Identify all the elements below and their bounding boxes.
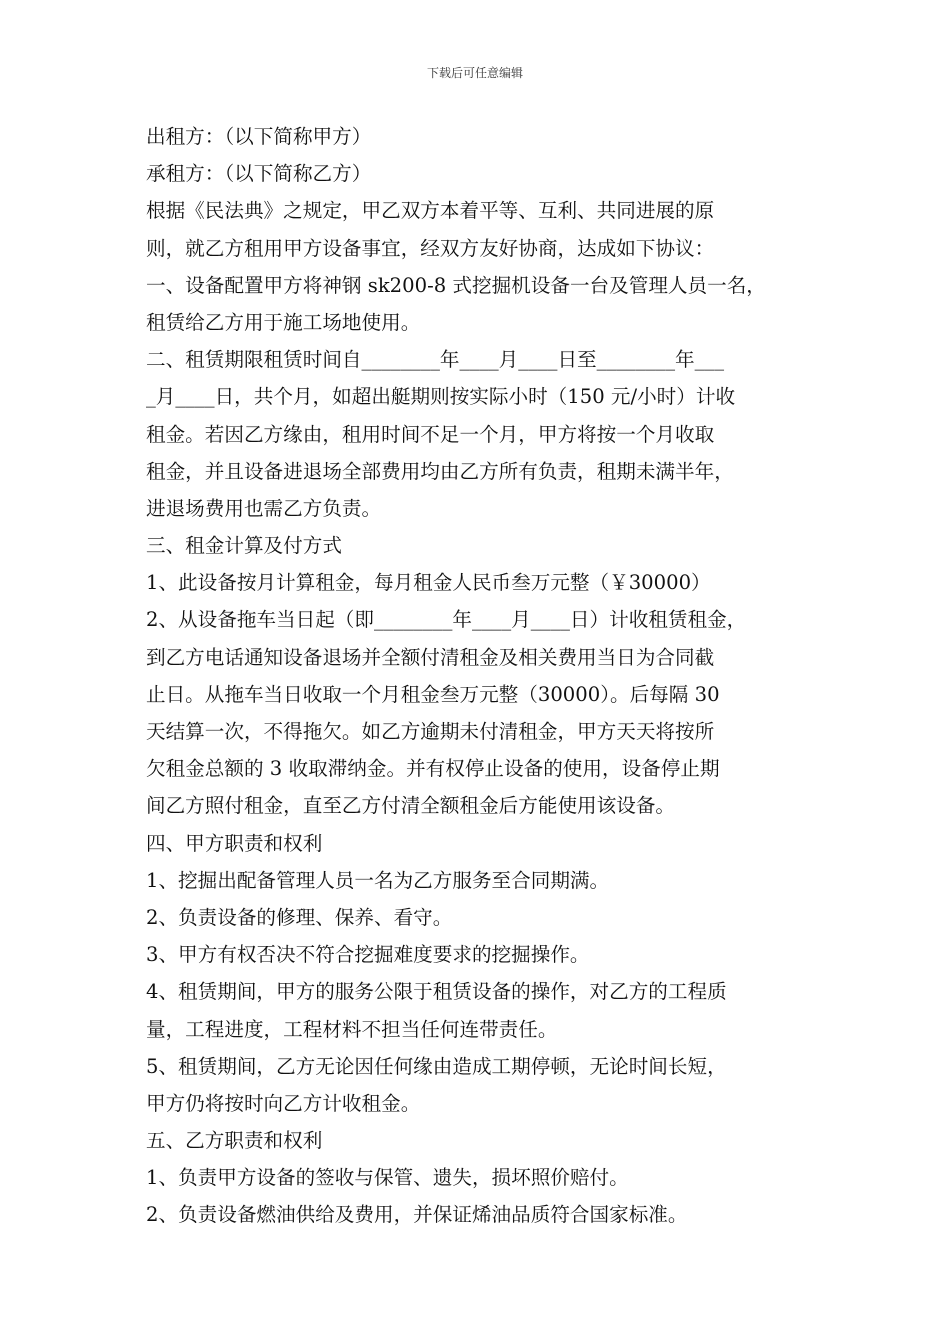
page-header-note: 下载后可任意编辑 <box>426 66 523 80</box>
text-line: 2、从设备拖车当日起（即________年____月____日）计收租赁租金， <box>146 608 747 632</box>
text-line: 1、此设备按月计算租金，每月租金人民币叁万元整（￥30000） <box>146 571 711 595</box>
text-line: 1、负责甲方设备的签收与保管、遗失，损坏照价赔付。 <box>146 1166 629 1190</box>
text-line: 承租方：（以下简称乙方） <box>146 162 372 186</box>
text-line: 三、租金计算及付方式 <box>146 534 342 558</box>
text-line: 出租方：（以下简称甲方） <box>146 125 372 148</box>
text-line: 四、甲方职责和权利 <box>146 831 323 855</box>
text-line: 量，工程进度，工程材料不担当任何连带责任。 <box>146 1017 558 1041</box>
text-line: _月____日，共个月，如超出艇期则按实际小时（150 元/小时）计收 <box>146 385 736 409</box>
text-line: 则，就乙方租用甲方设备事宜，经双方友好协商，达成如下协议： <box>146 236 715 260</box>
text-line: 二、租赁期限租赁时间自________年____月____日至________年___ <box>146 348 725 372</box>
text-line: 间乙方照付租金，直至乙方付清全额租金后方能使用该设备。 <box>146 794 676 818</box>
text-line: 进退场费用也需乙方负责。 <box>146 496 382 520</box>
text-line: 五、乙方职责和权利 <box>146 1129 323 1153</box>
text-line: 租赁给乙方用于施工场地使用。 <box>146 310 421 334</box>
text-line: 2、负责设备燃油供给及费用，并保证烯油品质符合国家标准。 <box>146 1203 688 1227</box>
text-line: 租金，并且设备进退场全部费用均由乙方所有负责，租期未满半年， <box>146 459 734 483</box>
contract-body <box>146 118 816 1234</box>
text-line: 2、负责设备的修理、保养、看守。 <box>146 905 453 929</box>
text-line: 止日。从拖车当日收取一个月租金叁万元整（30000）。后每隔 30 <box>146 682 720 706</box>
text-line: 欠租金总额的 3 收取滞纳金。并有权停止设备的使用，设备停止期 <box>146 757 720 781</box>
text-line: 租金。若因乙方缘由，租用时间不足一个月，甲方将按一个月收取 <box>146 422 715 446</box>
text-line: 5、租赁期间，乙方无论因任何缘由造成工期停顿，无论时间长短， <box>146 1054 727 1078</box>
text-line: 根据《民法典》之规定，甲乙双方本着平等、互利、共同进展的原 <box>146 199 715 223</box>
text-line: 甲方仍将按时向乙方计收租金。 <box>146 1091 421 1115</box>
text-line: 3、甲方有权否决不符合挖掘难度要求的挖掘操作。 <box>146 943 590 967</box>
text-line: 一、设备配置甲方将神钢 sk200-8 式挖掘机设备一台及管理人员一名， <box>146 273 766 297</box>
text-line: 1、挖掘出配备管理人员一名为乙方服务至合同期满。 <box>146 868 610 892</box>
text-line: 4、租赁期间，甲方的服务公限于租赁设备的操作，对乙方的工程质 <box>146 980 727 1004</box>
text-line: 天结算一次，不得拖欠。如乙方逾期未付清租金，甲方天天将按所 <box>146 720 715 743</box>
text-line: 到乙方电话通知设备退场并全额付清租金及相关费用当日为合同截 <box>146 645 715 669</box>
